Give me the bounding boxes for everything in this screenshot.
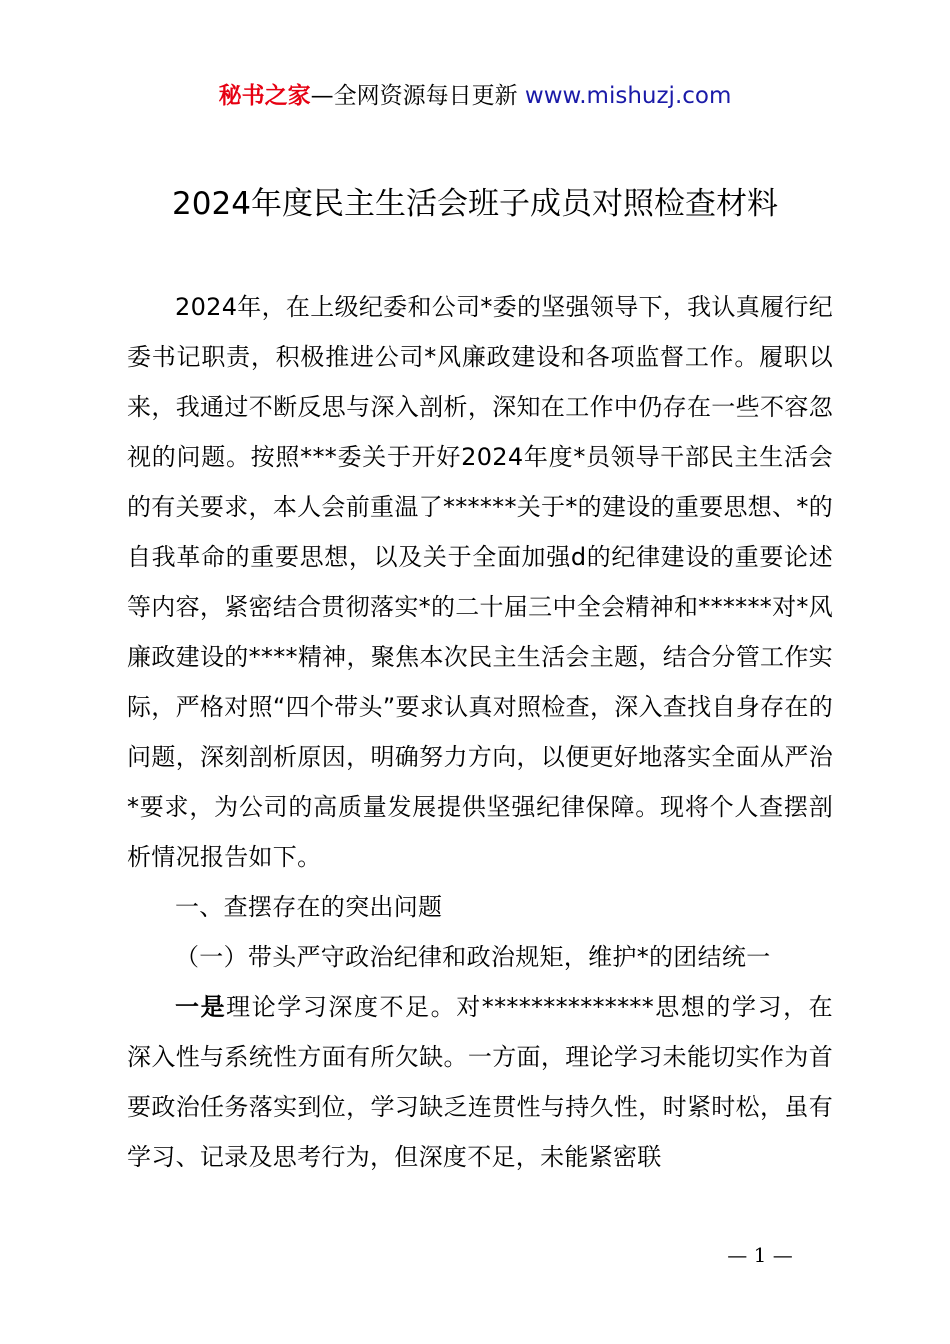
intro-paragraph: 2024年，在上级纪委和公司*委的坚强领导下，我认真履行纪委书记职责，积极推进公司*风廉政建设和各项监督工作。履职以来，我通过不断反思与深入剖析，深知在工作中仍存在一些不容忽视的问题。按照***委关于开好2024年度*员领导干部民主生活会的有关要求，本人会前重温了******关于*的建设的重要思想、*的自我革命的重要思想，以及关于全面加强d的纪律建设的重要论述等内容，紧密结合贯彻落实*的二十届三中全会精神和******对*风廉政建设的****精神，聚焦本次民主生活会主题，结合分管工作实际，严格对照“四个带头”要求认真对照检查，深入查找自身存在的问题，深刻剖析原因，明确努力方向，以便更好地落实全面从严治*要求，为公司的高质量发展提供坚强纪律保障。现将个人查摆剖析情况报告如下。 [127, 293, 833, 871]
page-number: — 1 — [727, 1243, 793, 1267]
point-lead: 一是 [175, 993, 227, 1021]
section-heading: 一、查摆存在的突出问题 [175, 893, 443, 921]
brand-name: 秘书之家 [218, 83, 311, 109]
site-header [0, 80, 950, 112]
point-text: 理论学习深度不足。对**************思想的学习，在深入性与系统性方面有所欠缺。一方面，理论学习未能切实作为首要政治任务落实到位，学习缺乏连贯性与持久性，时紧时松，虽有学习、记录及思考行为，但深度不足，未能紧密联 [127, 993, 833, 1171]
header-slogan: —全网资源每日更新 [310, 83, 518, 109]
point-paragraph [127, 982, 833, 1182]
document-body [127, 282, 833, 1182]
site-url-link[interactable]: www.mishuzj.com [524, 83, 732, 109]
document-title: 2024年度民主生活会班子成员对照检查材料 [172, 186, 778, 222]
subsection-heading: （一）带头严守政治纪律和政治规矩，维护*的团结统一 [175, 943, 771, 971]
